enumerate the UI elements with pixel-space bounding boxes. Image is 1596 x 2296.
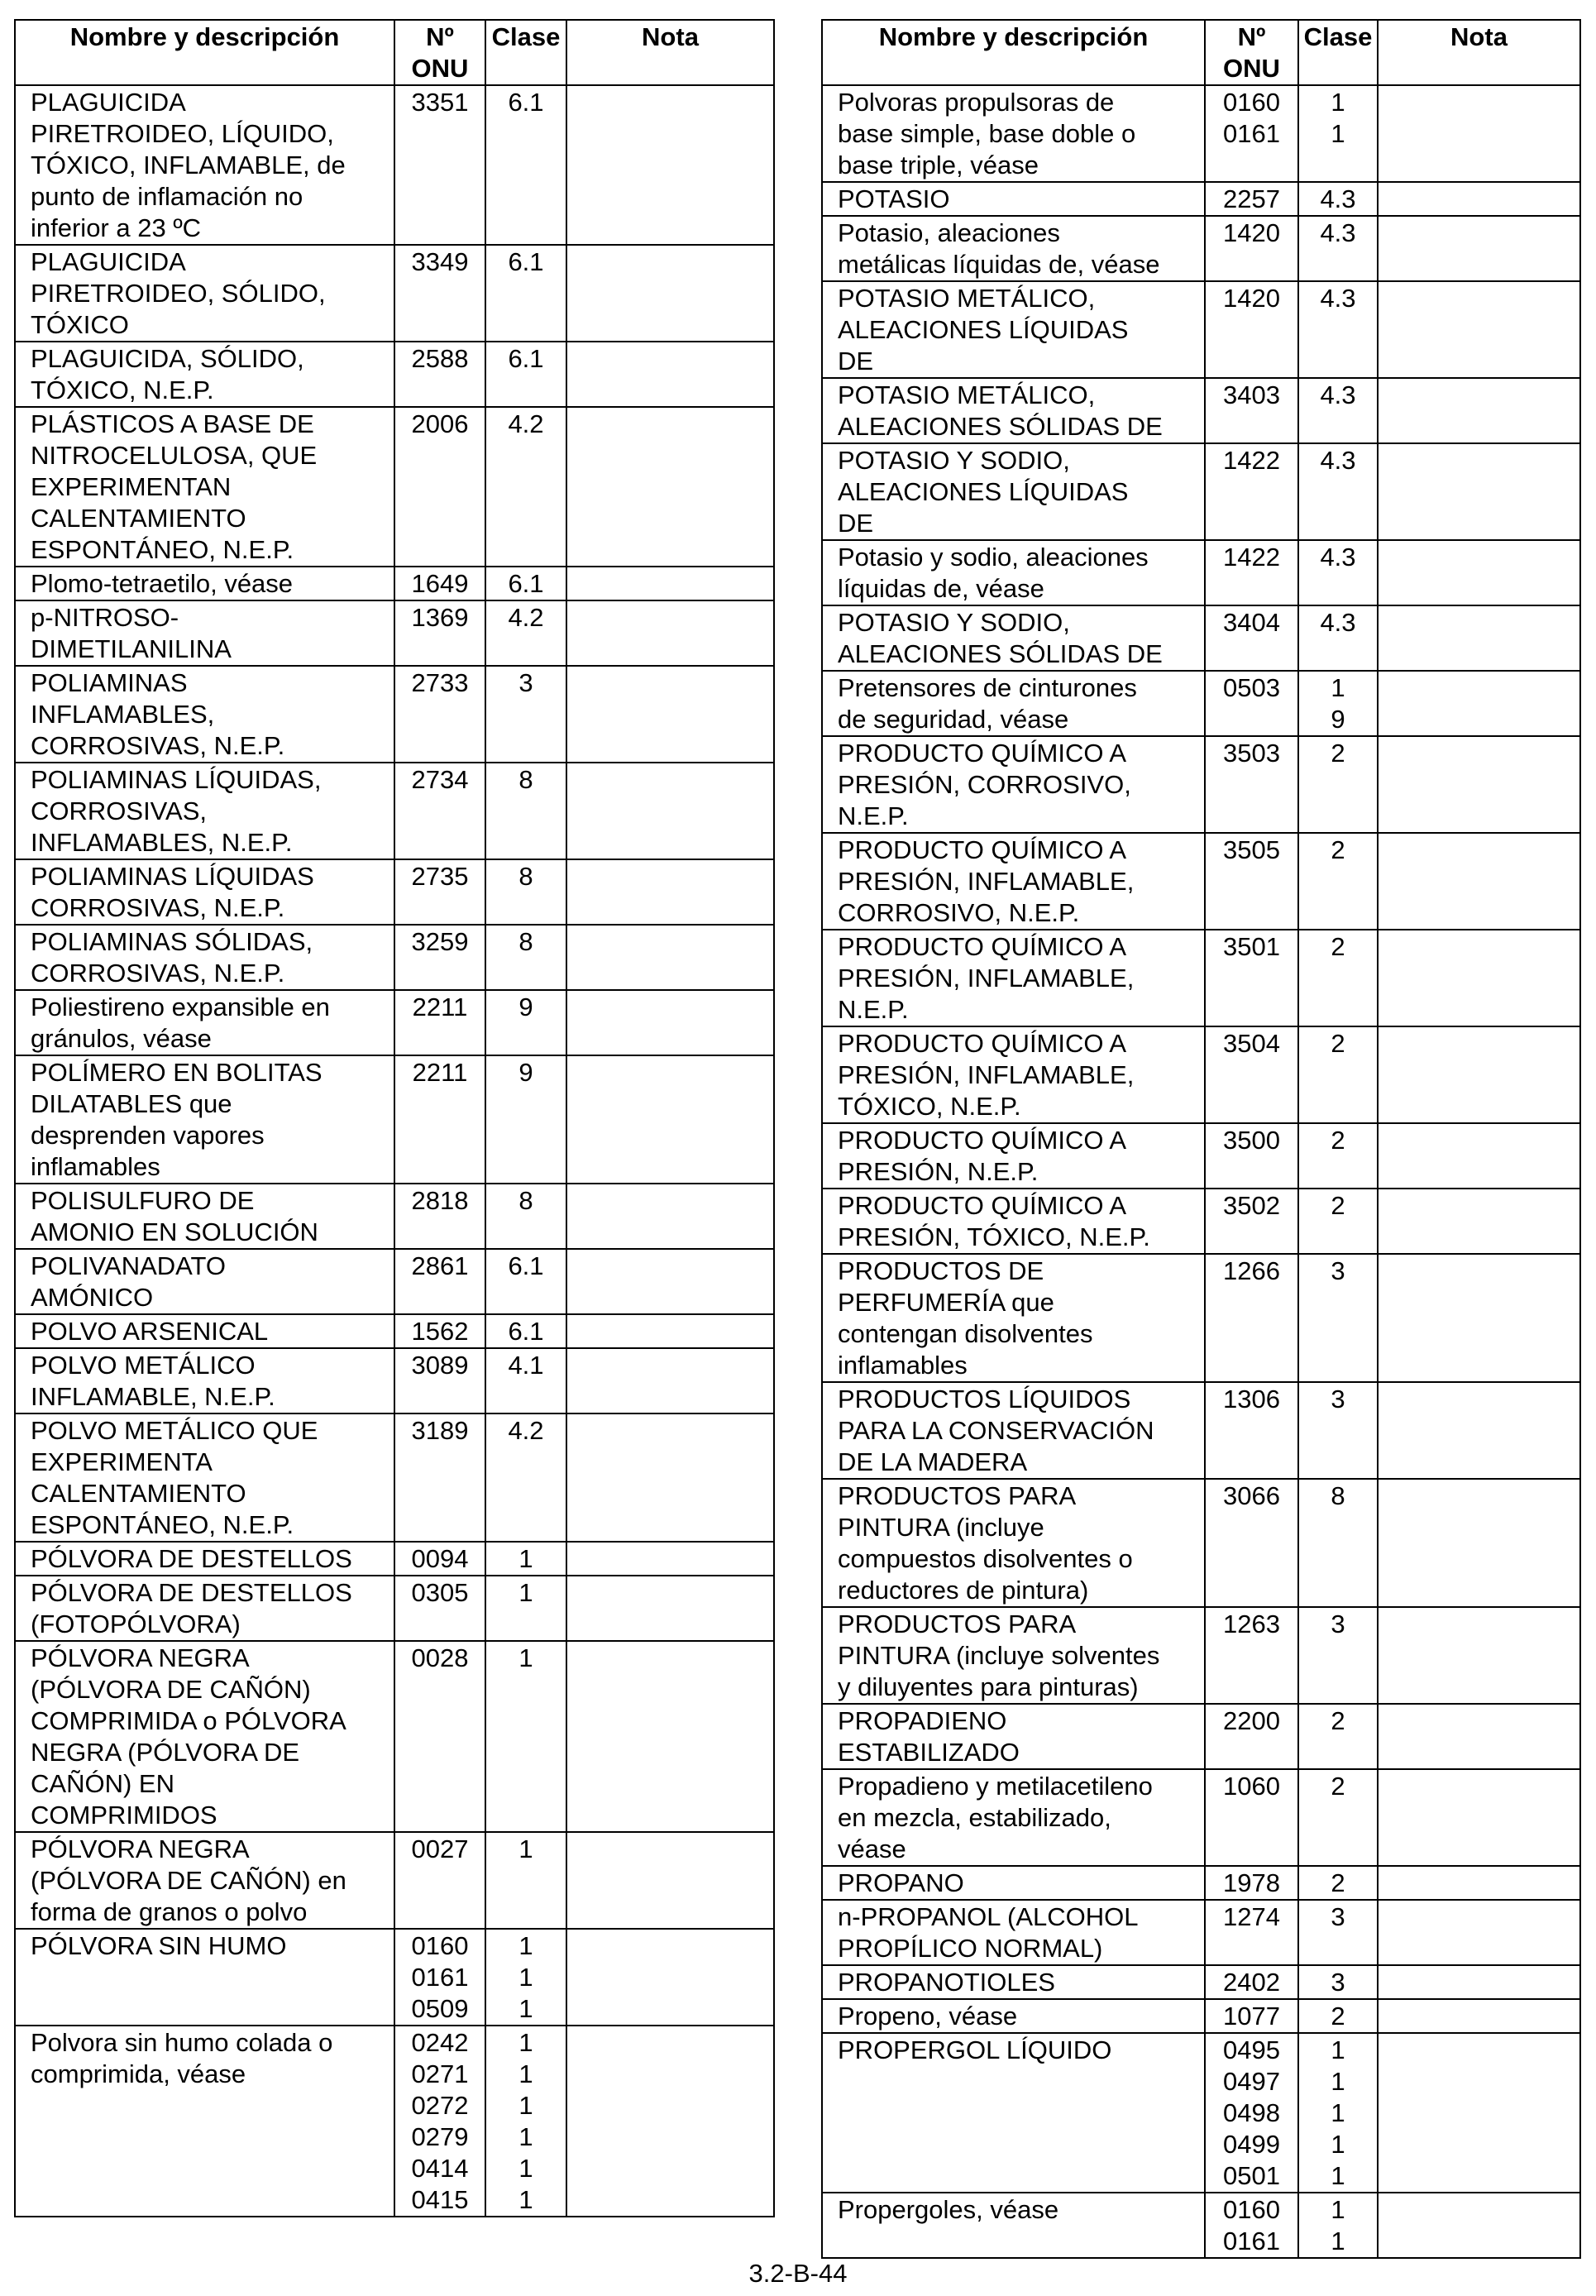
table-row — [822, 378, 1580, 443]
un-number: 0242 0271 0272 0279 0414 0415 — [394, 2026, 485, 2217]
header-class: Clase — [1298, 20, 1378, 85]
table-row — [822, 671, 1580, 736]
note-cell — [1378, 1769, 1580, 1866]
table-row — [15, 763, 774, 859]
entry-name: PRODUCTO QUÍMICO A PRESIÓN, INFLAMABLE, TÓXICO, N.E.P. — [822, 1026, 1205, 1123]
hazard-class: 2 — [1298, 1704, 1378, 1769]
note-cell — [566, 2026, 774, 2217]
note-cell — [566, 666, 774, 763]
un-number: 2818 — [394, 1184, 485, 1249]
table-row — [822, 443, 1580, 540]
hazard-class: 2 — [1298, 1769, 1378, 1866]
note-cell — [1378, 1026, 1580, 1123]
header-name: Nombre y descripción — [15, 20, 394, 85]
table-row — [15, 567, 774, 600]
note-cell — [1378, 378, 1580, 443]
un-number: 3259 — [394, 925, 485, 990]
entry-name: POTASIO Y SODIO, ALEACIONES SÓLIDAS DE — [822, 605, 1205, 671]
hazard-class: 8 — [485, 925, 566, 990]
note-cell — [566, 925, 774, 990]
table-row — [822, 2193, 1580, 2258]
entry-name: PLAGUICIDA, SÓLIDO, TÓXICO, N.E.P. — [15, 342, 394, 407]
un-number: 3503 — [1205, 736, 1298, 833]
table-row — [822, 1965, 1580, 1999]
hazard-class: 4.3 — [1298, 605, 1378, 671]
un-number: 1077 — [1205, 1999, 1298, 2033]
header-note: Nota — [1378, 20, 1580, 85]
hazard-class: 4.3 — [1298, 216, 1378, 281]
entry-name: POLISULFURO DE AMONIO EN SOLUCIÓN — [15, 1184, 394, 1249]
un-number: 2734 — [394, 763, 485, 859]
entry-name: Propadieno y metilacetileno en mezcla, estabilizado, véase — [822, 1769, 1205, 1866]
note-cell — [1378, 2193, 1580, 2258]
note-cell — [1378, 182, 1580, 216]
table-row — [15, 85, 774, 245]
header-name: Nombre y descripción — [822, 20, 1205, 85]
entry-name: POTASIO Y SODIO, ALEACIONES LÍQUIDAS DE — [822, 443, 1205, 540]
entry-name: Propergoles, véase — [822, 2193, 1205, 2258]
un-number: 3089 — [394, 1348, 485, 1413]
un-number: 0028 — [394, 1641, 485, 1832]
hazard-class: 9 — [485, 1055, 566, 1184]
un-number: 0503 — [1205, 671, 1298, 736]
un-number: 3189 — [394, 1413, 485, 1542]
entry-name: POLVO ARSENICAL — [15, 1314, 394, 1348]
entry-name: POLVO METÁLICO INFLAMABLE, N.E.P. — [15, 1348, 394, 1413]
hazard-class: 1 1 1 1 1 1 — [485, 2026, 566, 2217]
hazard-class: 4.2 — [485, 1413, 566, 1542]
note-cell — [1378, 281, 1580, 378]
hazard-class: 6.1 — [485, 342, 566, 407]
un-number: 1420 — [1205, 281, 1298, 378]
note-cell — [1378, 1704, 1580, 1769]
note-cell — [1378, 1123, 1580, 1189]
hazard-class: 6.1 — [485, 85, 566, 245]
un-number: 2006 — [394, 407, 485, 567]
entry-name: POLÍMERO EN BOLITAS DILATABLES que desprenden vapores inflamables — [15, 1055, 394, 1184]
table-row — [15, 1055, 774, 1184]
table-row — [822, 1900, 1580, 1965]
hazard-class: 4.2 — [485, 600, 566, 666]
note-cell — [566, 567, 774, 600]
un-number: 3403 — [1205, 378, 1298, 443]
note-cell — [566, 1413, 774, 1542]
un-number: 1562 — [394, 1314, 485, 1348]
entry-name: PLAGUICIDA PIRETROIDEO, SÓLIDO, TÓXICO — [15, 245, 394, 342]
hazard-class: 6.1 — [485, 567, 566, 600]
un-number: 1274 — [1205, 1900, 1298, 1965]
header-class: Clase — [485, 20, 566, 85]
hazard-class: 8 — [485, 859, 566, 925]
un-number: 3505 — [1205, 833, 1298, 930]
hazard-class: 3 — [1298, 1254, 1378, 1382]
un-number: 1649 — [394, 567, 485, 600]
hazard-class: 4.1 — [485, 1348, 566, 1413]
note-cell — [1378, 736, 1580, 833]
table-row — [15, 666, 774, 763]
hazard-class: 1 1 — [1298, 2193, 1378, 2258]
hazard-class: 1 9 — [1298, 671, 1378, 736]
note-cell — [566, 1576, 774, 1641]
entry-name: PLAGUICIDA PIRETROIDEO, LÍQUIDO, TÓXICO, INFLAMABLE, de punto de inflamación no inferior a 23 ºC — [15, 85, 394, 245]
un-number: 2211 — [394, 1055, 485, 1184]
un-number: 1422 — [1205, 443, 1298, 540]
table-row — [822, 216, 1580, 281]
hazard-class: 4.3 — [1298, 378, 1378, 443]
hazard-class: 3 — [1298, 1965, 1378, 1999]
table-body-left — [15, 85, 774, 2217]
hazard-class: 1 — [485, 1542, 566, 1576]
un-number: 3502 — [1205, 1189, 1298, 1254]
entry-name: PROPERGOL LÍQUIDO — [822, 2033, 1205, 2193]
hazard-class: 4.3 — [1298, 182, 1378, 216]
entry-name: PRODUCTOS DE PERFUMERÍA que contengan disolventes inflamables — [822, 1254, 1205, 1382]
hazard-class: 3 — [1298, 1607, 1378, 1704]
table-row — [822, 1189, 1580, 1254]
un-number: 3501 — [1205, 930, 1298, 1026]
hazard-class: 8 — [1298, 1479, 1378, 1607]
un-number: 2588 — [394, 342, 485, 407]
note-cell — [1378, 443, 1580, 540]
table-row — [15, 1348, 774, 1413]
entry-name: Poliestireno expansible en gránulos, véase — [15, 990, 394, 1055]
table-row — [822, 1254, 1580, 1382]
entry-name: PÓLVORA NEGRA (PÓLVORA DE CAÑÓN) COMPRIMIDA o PÓLVORA NEGRA (PÓLVORA DE CAÑÓN) EN COMPRIMIDOS — [15, 1641, 394, 1832]
un-number: 2402 — [1205, 1965, 1298, 1999]
hazard-class: 2 — [1298, 736, 1378, 833]
table-header-row — [15, 20, 774, 85]
hazard-class: 1 1 1 1 1 — [1298, 2033, 1378, 2193]
note-cell — [566, 1929, 774, 2026]
header-un-number: Nº ONU — [1205, 20, 1298, 85]
entry-name: Polvoras propulsoras de base simple, base doble o base triple, véase — [822, 85, 1205, 182]
un-number: 0094 — [394, 1542, 485, 1576]
entry-name: POTASIO METÁLICO, ALEACIONES SÓLIDAS DE — [822, 378, 1205, 443]
table-row — [822, 85, 1580, 182]
table-row — [15, 1542, 774, 1576]
table-row — [15, 859, 774, 925]
table-row — [15, 1576, 774, 1641]
table-row — [822, 540, 1580, 605]
hazard-class: 6.1 — [485, 1249, 566, 1314]
un-number: 2733 — [394, 666, 485, 763]
entry-name: POLIAMINAS LÍQUIDAS, CORROSIVAS, INFLAMABLES, N.E.P. — [15, 763, 394, 859]
un-number: 2257 — [1205, 182, 1298, 216]
hazard-class: 8 — [485, 1184, 566, 1249]
hazard-class: 1 — [485, 1641, 566, 1832]
entry-name: Polvora sin humo colada o comprimida, véase — [15, 2026, 394, 2217]
entry-name: POTASIO METÁLICO, ALEACIONES LÍQUIDAS DE — [822, 281, 1205, 378]
note-cell — [1378, 671, 1580, 736]
note-cell — [566, 763, 774, 859]
table-row — [15, 1413, 774, 1542]
note-cell — [1378, 605, 1580, 671]
hazard-class: 4.3 — [1298, 540, 1378, 605]
hazard-class: 9 — [485, 990, 566, 1055]
note-cell — [1378, 1866, 1580, 1900]
note-cell — [566, 990, 774, 1055]
hazard-class: 3 — [485, 666, 566, 763]
hazard-class: 4.2 — [485, 407, 566, 567]
entry-name: PROPANO — [822, 1866, 1205, 1900]
note-cell — [566, 85, 774, 245]
entry-name: PRODUCTO QUÍMICO A PRESIÓN, INFLAMABLE, CORROSIVO, N.E.P. — [822, 833, 1205, 930]
entry-name: PRODUCTOS PARA PINTURA (incluye compuestos disolventes o reductores de pintura) — [822, 1479, 1205, 1607]
entry-name: PRODUCTOS LÍQUIDOS PARA LA CONSERVACIÓN DE LA MADERA — [822, 1382, 1205, 1479]
hazard-class: 1 1 1 — [485, 1929, 566, 2026]
un-number: 0027 — [394, 1832, 485, 1929]
un-number: 1420 — [1205, 216, 1298, 281]
table-row — [822, 1026, 1580, 1123]
un-number: 2211 — [394, 990, 485, 1055]
page-number: 3.2-B-44 — [748, 2259, 848, 2288]
table-row — [822, 1999, 1580, 2033]
entry-name: Propeno, véase — [822, 1999, 1205, 2033]
table-row — [15, 1929, 774, 2026]
entry-name: PRODUCTOS PARA PINTURA (incluye solventes y diluyentes para pinturas) — [822, 1607, 1205, 1704]
entry-name: POTASIO — [822, 182, 1205, 216]
un-number: 2200 — [1205, 1704, 1298, 1769]
note-cell — [1378, 1254, 1580, 1382]
un-number: 1306 — [1205, 1382, 1298, 1479]
entry-name: PRODUCTO QUÍMICO A PRESIÓN, INFLAMABLE, N.E.P. — [822, 930, 1205, 1026]
note-cell — [566, 1542, 774, 1576]
table-row — [15, 1641, 774, 1832]
table-row — [822, 182, 1580, 216]
un-number: 1266 — [1205, 1254, 1298, 1382]
hazard-class: 1 1 — [1298, 85, 1378, 182]
note-cell — [566, 1249, 774, 1314]
note-cell — [1378, 833, 1580, 930]
entry-name: Potasio y sodio, aleaciones líquidas de, véase — [822, 540, 1205, 605]
note-cell — [1378, 1479, 1580, 1607]
table-row — [822, 833, 1580, 930]
dangerous-goods-table-right — [821, 19, 1581, 2259]
hazard-class: 2 — [1298, 1026, 1378, 1123]
table-row — [822, 1123, 1580, 1189]
note-cell — [1378, 216, 1580, 281]
entry-name: POLVO METÁLICO QUE EXPERIMENTA CALENTAMIENTO ESPONTÁNEO, N.E.P. — [15, 1413, 394, 1542]
table-row — [822, 2033, 1580, 2193]
table-row — [822, 736, 1580, 833]
note-cell — [566, 1348, 774, 1413]
entry-name: POLIAMINAS LÍQUIDAS CORROSIVAS, N.E.P. — [15, 859, 394, 925]
entry-name: POLIAMINAS INFLAMABLES, CORROSIVAS, N.E.P. — [15, 666, 394, 763]
un-number: 3066 — [1205, 1479, 1298, 1607]
note-cell — [1378, 85, 1580, 182]
hazard-class: 2 — [1298, 930, 1378, 1026]
un-number: 3504 — [1205, 1026, 1298, 1123]
note-cell — [1378, 1189, 1580, 1254]
un-number: 0305 — [394, 1576, 485, 1641]
table-row — [15, 1184, 774, 1249]
hazard-class: 1 — [485, 1832, 566, 1929]
table-row — [822, 281, 1580, 378]
entry-name: PÓLVORA SIN HUMO — [15, 1929, 394, 2026]
table-row — [15, 1314, 774, 1348]
hazard-class: 6.1 — [485, 1314, 566, 1348]
table-row — [15, 245, 774, 342]
entry-name: Pretensores de cinturones de seguridad, véase — [822, 671, 1205, 736]
table-row — [822, 1607, 1580, 1704]
table-header-row — [822, 20, 1580, 85]
note-cell — [566, 245, 774, 342]
un-number: 2735 — [394, 859, 485, 925]
entry-name: Plomo-tetraetilo, véase — [15, 567, 394, 600]
un-number: 3351 — [394, 85, 485, 245]
table-row — [822, 1479, 1580, 1607]
note-cell — [566, 1641, 774, 1832]
hazard-class: 2 — [1298, 1866, 1378, 1900]
dangerous-goods-table-left — [14, 19, 775, 2217]
un-number: 1369 — [394, 600, 485, 666]
hazard-class: 4.3 — [1298, 443, 1378, 540]
table-row — [822, 930, 1580, 1026]
table-row — [822, 1704, 1580, 1769]
table-row — [822, 605, 1580, 671]
un-number: 3349 — [394, 245, 485, 342]
un-number: 3404 — [1205, 605, 1298, 671]
hazard-class: 4.3 — [1298, 281, 1378, 378]
entry-name: p-NITROSO- DIMETILANILINA — [15, 600, 394, 666]
entry-name: Potasio, aleaciones metálicas líquidas de, véase — [822, 216, 1205, 281]
hazard-class: 3 — [1298, 1900, 1378, 1965]
un-number: 3500 — [1205, 1123, 1298, 1189]
table-body-right — [822, 85, 1580, 2258]
header-un-number: Nº ONU — [394, 20, 485, 85]
hazard-class: 6.1 — [485, 245, 566, 342]
table-row — [822, 1866, 1580, 1900]
un-number: 0160 0161 — [1205, 85, 1298, 182]
note-cell — [1378, 1999, 1580, 2033]
note-cell — [1378, 1382, 1580, 1479]
hazard-class: 1 — [485, 1576, 566, 1641]
entry-name: PÓLVORA DE DESTELLOS (FOTOPÓLVORA) — [15, 1576, 394, 1641]
note-cell — [566, 1314, 774, 1348]
table-row — [15, 925, 774, 990]
entry-name: PRODUCTO QUÍMICO A PRESIÓN, N.E.P. — [822, 1123, 1205, 1189]
entry-name: n-PROPANOL (ALCOHOL PROPÍLICO NORMAL) — [822, 1900, 1205, 1965]
note-cell — [1378, 540, 1580, 605]
table-row — [15, 342, 774, 407]
table-row — [15, 407, 774, 567]
entry-name: PÓLVORA NEGRA (PÓLVORA DE CAÑÓN) en forma de granos o polvo — [15, 1832, 394, 1929]
entry-name: PÓLVORA DE DESTELLOS — [15, 1542, 394, 1576]
note-cell — [566, 407, 774, 567]
entry-name: PRODUCTO QUÍMICO A PRESIÓN, TÓXICO, N.E.P. — [822, 1189, 1205, 1254]
header-note: Nota — [566, 20, 774, 85]
hazard-class: 8 — [485, 763, 566, 859]
un-number: 0495 0497 0498 0499 0501 — [1205, 2033, 1298, 2193]
note-cell — [566, 1832, 774, 1929]
note-cell — [1378, 1900, 1580, 1965]
note-cell — [1378, 930, 1580, 1026]
entry-name: PROPADIENO ESTABILIZADO — [822, 1704, 1205, 1769]
un-number: 1978 — [1205, 1866, 1298, 1900]
un-number: 1060 — [1205, 1769, 1298, 1866]
un-number: 0160 0161 0509 — [394, 1929, 485, 2026]
note-cell — [1378, 1965, 1580, 1999]
table-row — [822, 1769, 1580, 1866]
hazard-class: 2 — [1298, 833, 1378, 930]
un-number: 1422 — [1205, 540, 1298, 605]
note-cell — [566, 859, 774, 925]
note-cell — [566, 342, 774, 407]
entry-name: PROPANOTIOLES — [822, 1965, 1205, 1999]
note-cell — [1378, 2033, 1580, 2193]
un-number: 0160 0161 — [1205, 2193, 1298, 2258]
note-cell — [566, 1184, 774, 1249]
table-row — [15, 1249, 774, 1314]
table-row — [15, 990, 774, 1055]
entry-name: PRODUCTO QUÍMICO A PRESIÓN, CORROSIVO, N.E.P. — [822, 736, 1205, 833]
hazard-class: 2 — [1298, 1999, 1378, 2033]
hazard-class: 2 — [1298, 1123, 1378, 1189]
table-row — [15, 600, 774, 666]
note-cell — [1378, 1607, 1580, 1704]
table-row — [15, 2026, 774, 2217]
hazard-class: 3 — [1298, 1382, 1378, 1479]
entry-name: PLÁSTICOS A BASE DE NITROCELULOSA, QUE EXPERIMENTAN CALENTAMIENTO ESPONTÁNEO, N.E.P. — [15, 407, 394, 567]
un-number: 2861 — [394, 1249, 485, 1314]
table-row — [822, 1382, 1580, 1479]
entry-name: POLIVANADATO AMÓNICO — [15, 1249, 394, 1314]
note-cell — [566, 600, 774, 666]
entry-name: POLIAMINAS SÓLIDAS, CORROSIVAS, N.E.P. — [15, 925, 394, 990]
table-row — [15, 1832, 774, 1929]
hazard-class: 2 — [1298, 1189, 1378, 1254]
un-number: 1263 — [1205, 1607, 1298, 1704]
note-cell — [566, 1055, 774, 1184]
